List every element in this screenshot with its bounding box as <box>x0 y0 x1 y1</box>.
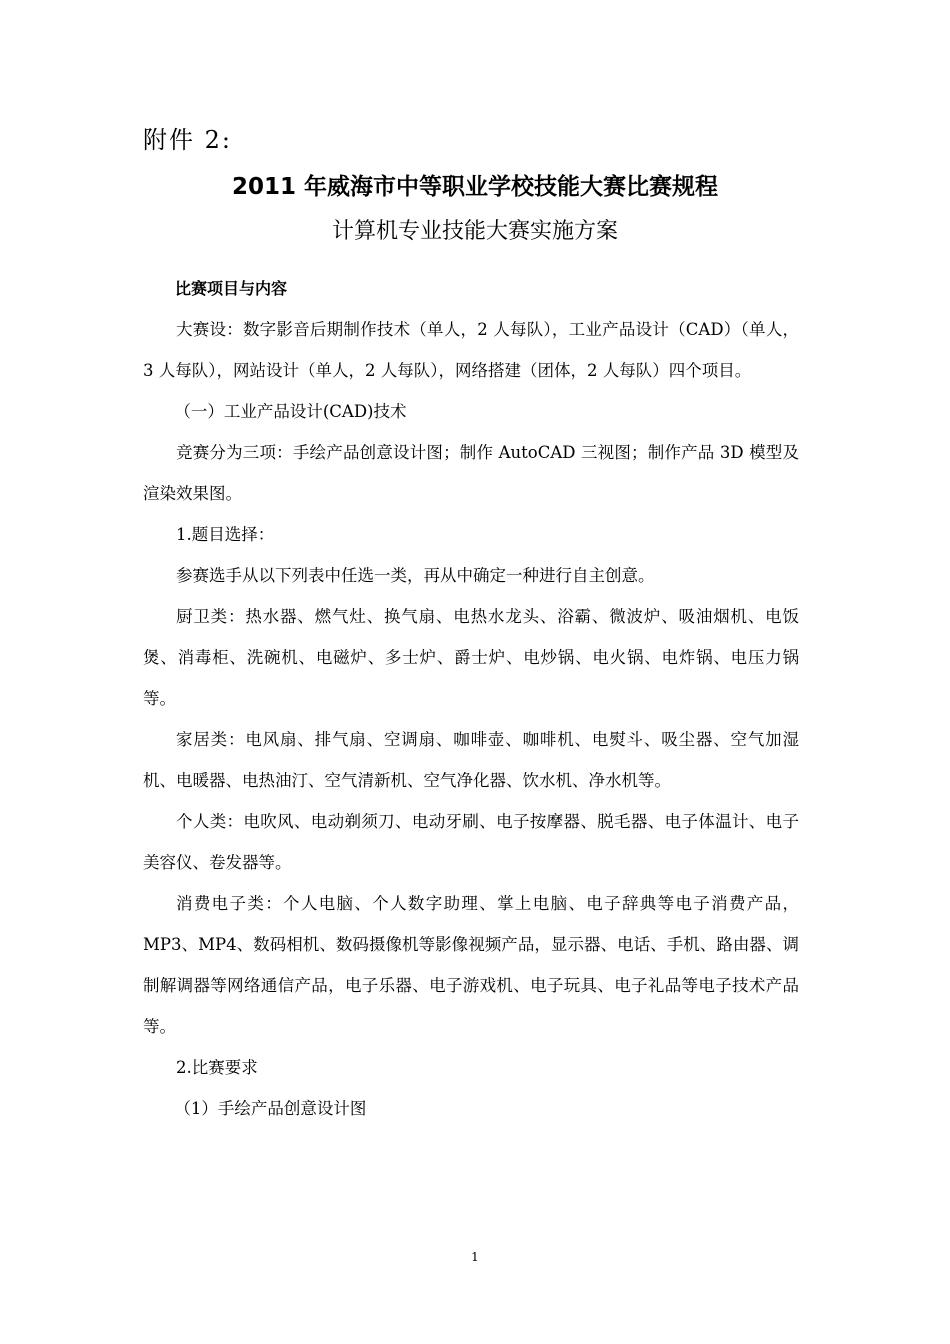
paragraph: 竞赛分为三项：手绘产品创意设计图；制作 AutoCAD 三视图；制作产品 3D 模型及渲染效果图。 <box>143 443 799 503</box>
attachment-label: 附件 2: <box>143 126 232 154</box>
paragraph: 个人类：电吹风、电动剃须刀、电动牙刷、电子按摩器、脱毛器、电子体温计、电子美容仪、卷发器等。 <box>143 812 799 872</box>
paragraph: 家居类：电风扇、排气扇、空调扇、咖啡壶、咖啡机、电熨斗、吸尘器、空气加湿机、电暖器、电热油汀、空气清新机、空气净化器、饮水机、净水机等。 <box>143 730 799 790</box>
page-number: 1 <box>471 1250 479 1264</box>
list-heading: 2.比赛要求 <box>176 1058 258 1077</box>
paragraph: 消费电子类：个人电脑、个人数字助理、掌上电脑、电子辞典等电子消费产品，MP3、MP4、数码相机、数码摄像机等影像视频产品，显示器、电话、手机、路由器、调制解调器等网络通信产品，电子乐器、电子游戏机、电子玩具、电子礼品等电子技术产品等。 <box>143 894 799 1036</box>
paragraph: 参赛选手从以下列表中任选一类，再从中确定一种进行自主创意。 <box>176 566 655 585</box>
section-heading: 比赛项目与内容 <box>175 279 288 298</box>
paragraph: 厨卫类：热水器、燃气灶、换气扇、电热水龙头、浴霸、微波炉、吸油烟机、电饭煲、消毒柜、洗碗机、电磁炉、多士炉、爵士炉、电炒锅、电火锅、电炸锅、电压力锅等。 <box>143 607 799 708</box>
document-title: 2011 年威海市中等职业学校技能大赛比赛规程 <box>231 174 719 200</box>
list-heading: 1.题目选择： <box>176 525 275 544</box>
paragraph: 大赛设：数字影音后期制作技术（单人，2 人每队），工业产品设计（CAD）（单人，3 人每队），网站设计（单人，2 人每队），网络搭建（团体，2 人每队）四个项目。 <box>143 320 799 380</box>
document-subtitle: 计算机专业技能大赛实施方案 <box>331 219 618 244</box>
subsection-heading: （一）工业产品设计(CAD)技术 <box>174 402 407 421</box>
document-body <box>143 268 799 1129</box>
subsection-heading: （1）手绘产品创意设计图 <box>174 1099 367 1118</box>
